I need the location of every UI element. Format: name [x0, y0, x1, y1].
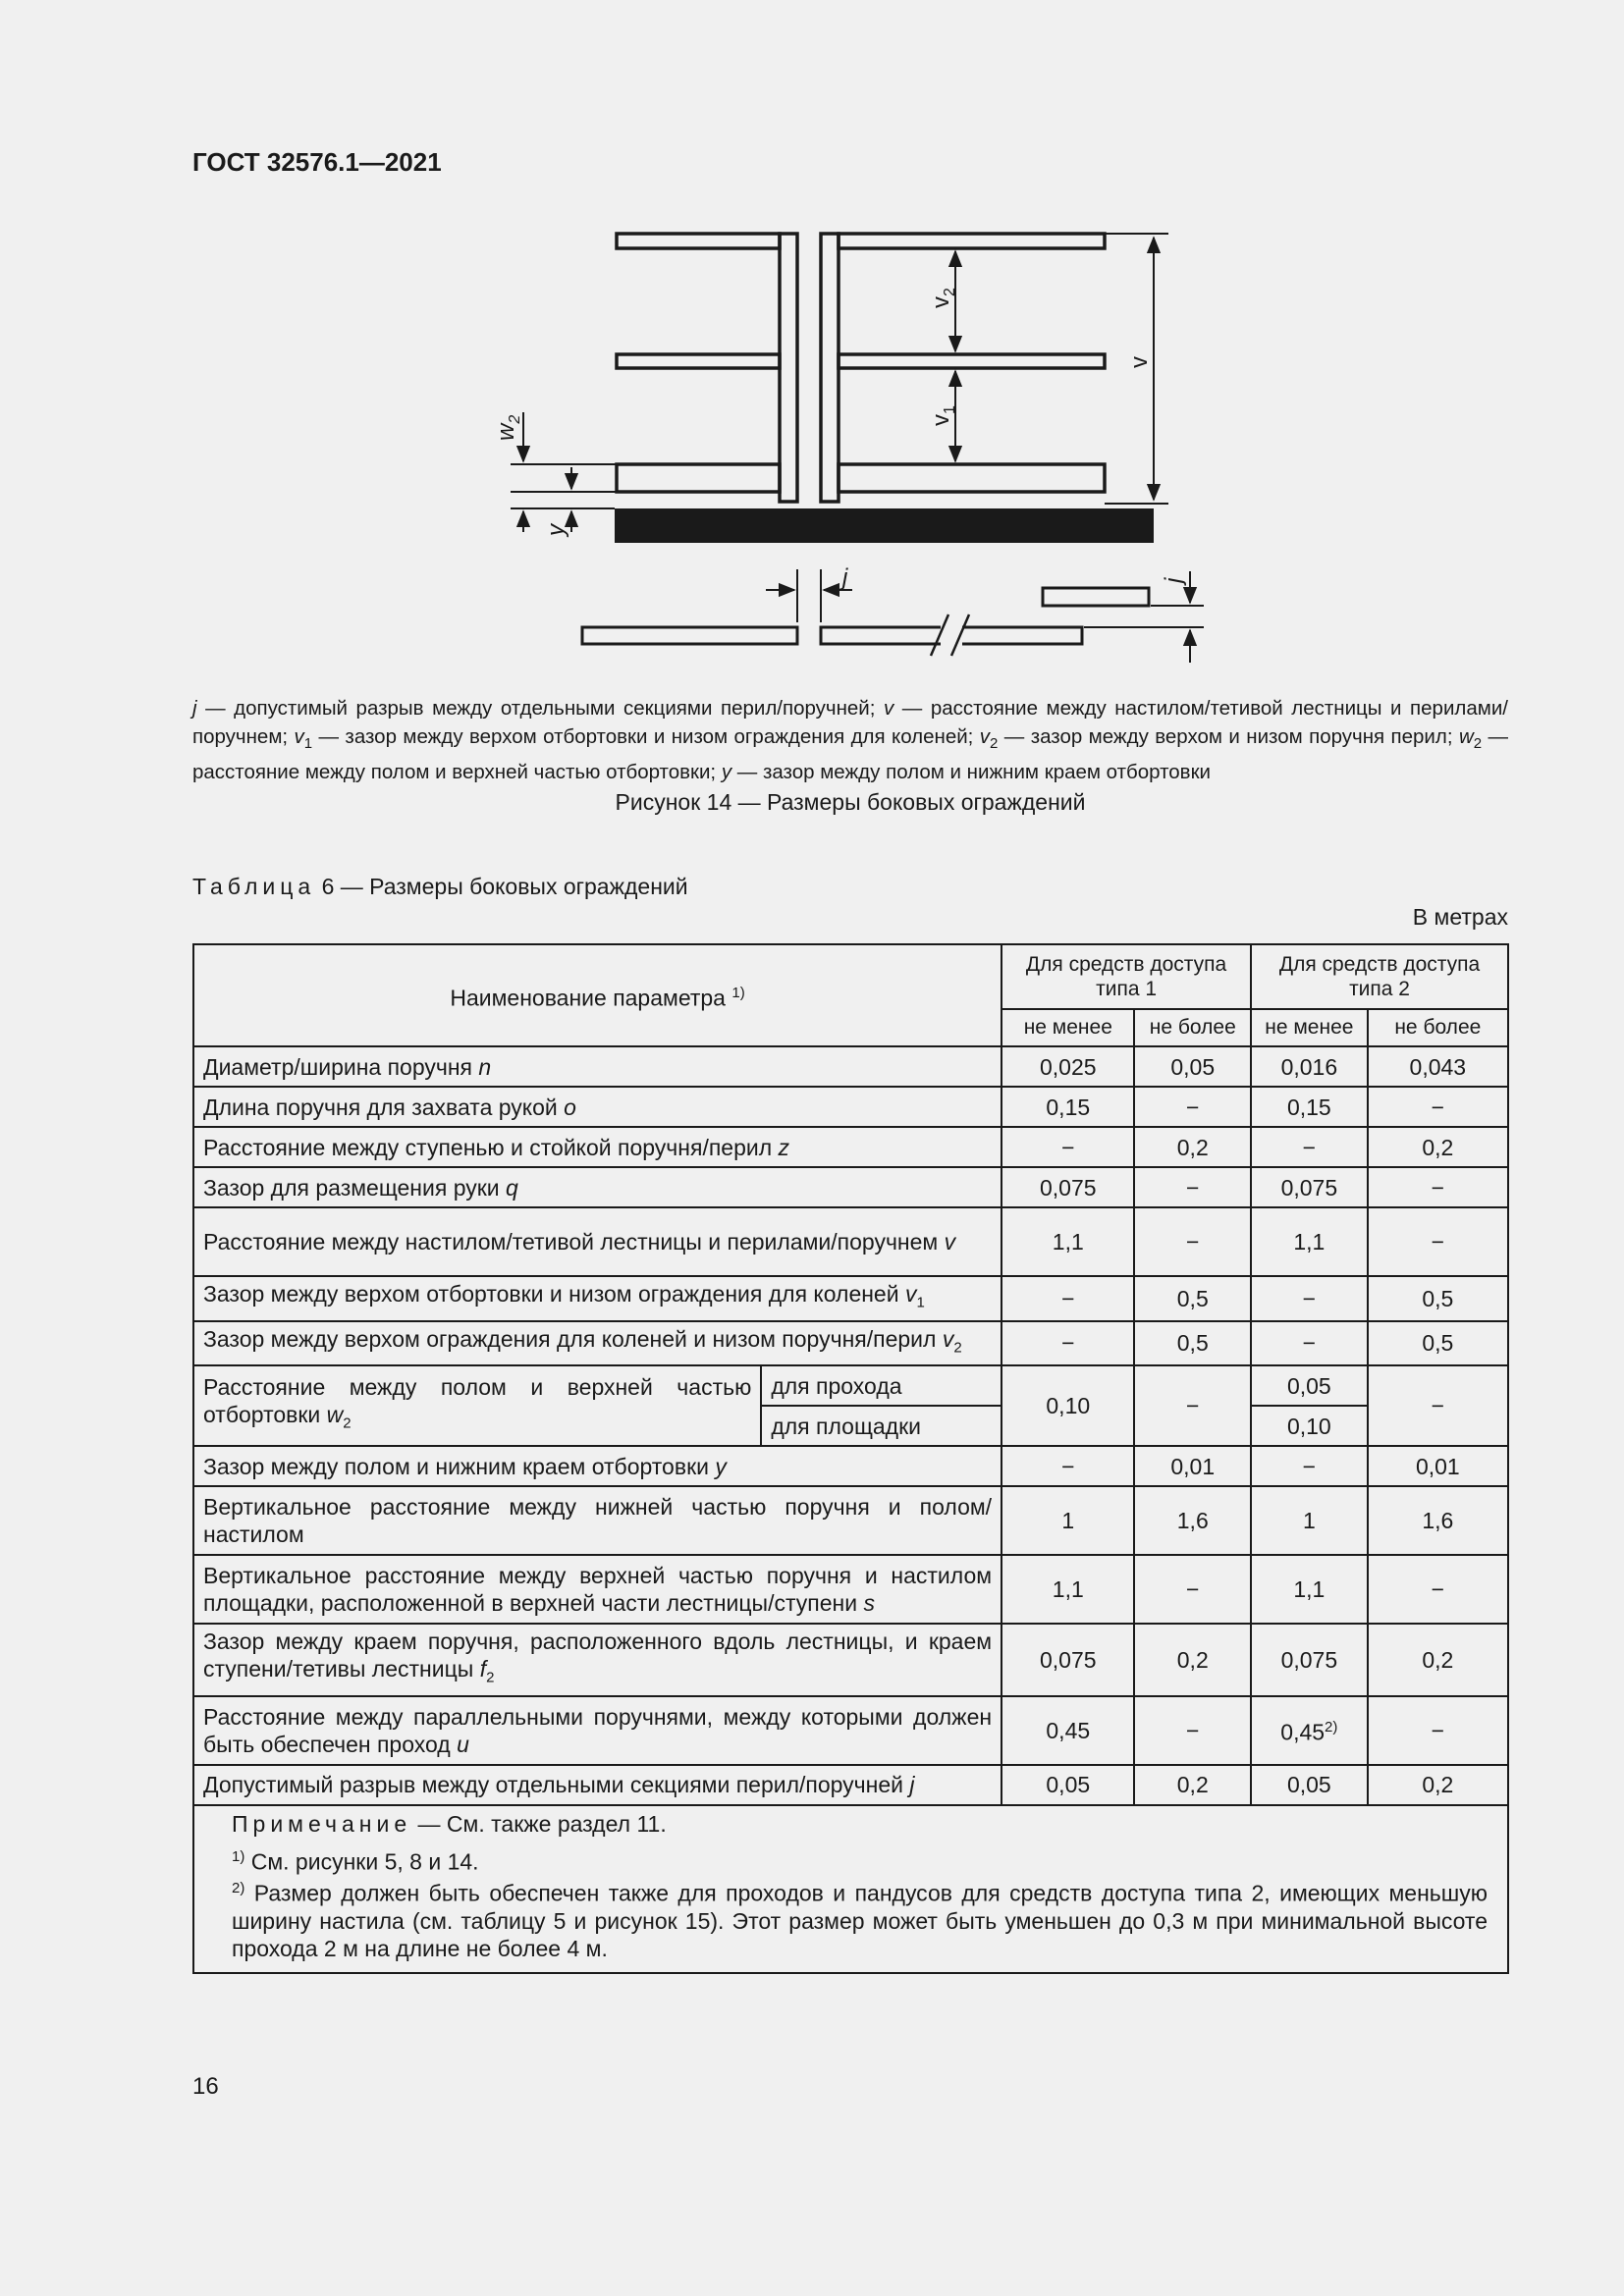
param-cell: Зазор между верхом отбортовки и низом ограждения для коленей $v_1$ — [193, 1276, 1001, 1321]
value-cell: 0,2 — [1134, 1765, 1251, 1805]
value-cell: 0,5 — [1368, 1276, 1508, 1321]
value-cell: 1,1 — [1001, 1207, 1134, 1276]
legend-text: — расстояние между настилом/тетивой лестницы и перилами/поручнем; — [192, 697, 1509, 748]
legend-symbol: j — [192, 697, 197, 720]
table-row — [193, 1046, 1508, 1087]
table-row — [193, 1486, 1508, 1555]
document-header: ГОСТ 32576.1—2021 — [192, 147, 442, 177]
value-cell: 0,05 — [1251, 1365, 1368, 1406]
value-cell: 0,043 — [1368, 1046, 1508, 1087]
table-row — [193, 1446, 1508, 1486]
param-cell: Зазор для размещения руки q — [193, 1167, 1001, 1207]
value-cell: − — [1251, 1127, 1368, 1167]
label-y: y — [543, 524, 569, 536]
legend-symbol: v — [884, 697, 894, 720]
legend-text: — зазор между верхом отбортовки и низом ограждения для коленей; — [312, 725, 980, 748]
top-rail-left — [617, 234, 780, 248]
param-cell: Расстояние между параллельными поручнями, между которыми должен быть обеспечен проход u — [193, 1696, 1001, 1765]
value-cell: 0,2 — [1134, 1624, 1251, 1696]
header-group-1: Для средств доступа типа 1 — [1001, 944, 1251, 1009]
value-cell: 0,05 — [1251, 1765, 1368, 1805]
value-cell: − — [1001, 1276, 1134, 1321]
value-cell: − — [1001, 1321, 1134, 1366]
value-cell: − — [1368, 1087, 1508, 1127]
value-cell: 0,15 — [1251, 1087, 1368, 1127]
table-note: Примечание — См. также раздел 11. $^{1)}$ См. рисунки 5, 8 и 14. $^{2)}$ Размер должен быть обеспечен также для проходов и пандусов для средств доступа типа 2, имеющих меньшую ширину настила (см. таблицу 5 и рисунок 15). Этот размер может быть уменьшен до 0,3 м при минимальной высоте прохода 2 м на длине не более 4 м. — [193, 1805, 1508, 1973]
sub-param-cell: для площадки — [761, 1406, 1001, 1446]
value-cell: 0,2 — [1368, 1765, 1508, 1805]
table-units: В метрах — [1412, 904, 1508, 930]
value-cell: − — [1368, 1365, 1508, 1446]
param-cell: Диаметр/ширина поручня n — [193, 1046, 1001, 1087]
knee-rail-right — [839, 354, 1105, 368]
legend-symbol: y — [721, 761, 732, 784]
table-note-row — [193, 1805, 1508, 1973]
value-cell: − — [1251, 1276, 1368, 1321]
label-j-right: j — [1161, 577, 1187, 583]
header-param: Наименование параметра $^{1)}$ — [193, 944, 1001, 1046]
floor-slab — [615, 508, 1154, 543]
value-cell: 0,016 — [1251, 1046, 1368, 1087]
param-cell: Расстояние между настилом/тетивой лестницы и перилами/поручнем v — [193, 1207, 1001, 1276]
value-cell: 0,15 — [1001, 1087, 1134, 1127]
value-cell: 1,1 — [1001, 1555, 1134, 1624]
plan-rail-offset — [1043, 588, 1149, 606]
value-cell: − — [1134, 1555, 1251, 1624]
param-cell: Зазор между краем поручня, расположенного вдоль лестницы, и краем ступени/тетивы лестницы $f_2$ — [193, 1624, 1001, 1696]
label-v2: $v_2$ — [928, 288, 958, 308]
figure-caption: Рисунок 14 — Размеры боковых ограждений — [615, 789, 1086, 815]
top-rail-right — [839, 234, 1105, 248]
value-cell: − — [1134, 1207, 1251, 1276]
page-number: 16 — [192, 2073, 219, 2100]
value-cell: 1,6 — [1368, 1486, 1508, 1555]
table-label: Таблица — [192, 874, 316, 899]
value-cell: 0,10 — [1001, 1365, 1134, 1446]
table-header-row-1 — [193, 944, 1508, 1009]
legend-symbol: w — [1458, 725, 1474, 748]
value-cell: 1,6 — [1134, 1486, 1251, 1555]
header-min-2: не менее — [1251, 1009, 1368, 1046]
table-caption — [192, 874, 688, 900]
value-cell: 0,5 — [1134, 1276, 1251, 1321]
table-row — [193, 1624, 1508, 1696]
value-cell: − — [1134, 1167, 1251, 1207]
value-cell: − — [1134, 1365, 1251, 1446]
value-cell: 0,2 — [1134, 1127, 1251, 1167]
label-v: v — [1126, 356, 1153, 368]
value-cell: 0,2 — [1368, 1127, 1508, 1167]
table-row — [193, 1696, 1508, 1765]
plan-rail-left — [582, 627, 797, 644]
figure-14-drawing — [491, 221, 1237, 663]
value-cell: 0,05 — [1001, 1765, 1134, 1805]
value-cell: − — [1134, 1087, 1251, 1127]
value-cell: − — [1368, 1207, 1508, 1276]
value-cell: 1 — [1001, 1486, 1134, 1555]
table-row — [193, 1207, 1508, 1276]
value-cell: − — [1368, 1555, 1508, 1624]
value-cell: − — [1251, 1321, 1368, 1366]
value-cell: 0,45 — [1001, 1696, 1134, 1765]
value-cell: 0,2 — [1368, 1624, 1508, 1696]
value-cell: 1,1 — [1251, 1207, 1368, 1276]
header-min-1: не менее — [1001, 1009, 1134, 1046]
table-6 — [192, 943, 1509, 1974]
value-cell: 1,1 — [1251, 1555, 1368, 1624]
value-cell: 0,5 — [1134, 1321, 1251, 1366]
knee-rail-left — [617, 354, 780, 368]
table-row — [193, 1167, 1508, 1207]
table-row — [193, 1321, 1508, 1366]
value-cell: 1 — [1251, 1486, 1368, 1555]
legend-text: — зазор между полом и нижним краем отбортовки — [731, 761, 1211, 784]
value-cell: − — [1001, 1127, 1134, 1167]
sub-param-cell: для прохода — [761, 1365, 1001, 1406]
value-cell: − — [1368, 1696, 1508, 1765]
value-cell: 0,5 — [1368, 1321, 1508, 1366]
label-w2: $w_2$ — [493, 414, 523, 441]
value-cell: 0,075 — [1251, 1167, 1368, 1207]
table-row — [193, 1765, 1508, 1805]
param-cell: Допустимый разрыв между отдельными секциями перил/поручней j — [193, 1765, 1001, 1805]
table-title: 6 — Размеры боковых ограждений — [315, 874, 688, 899]
value-cell: − — [1001, 1446, 1134, 1486]
table-row — [193, 1276, 1508, 1321]
table-row — [193, 1127, 1508, 1167]
table-row — [193, 1087, 1508, 1127]
param-cell: Расстояние между ступенью и стойкой поручня/перил z — [193, 1127, 1001, 1167]
param-cell: Вертикальное расстояние между верхней частью поручня и настилом площадки, расположенной в верхней части лестницы/ступени s — [193, 1555, 1001, 1624]
param-cell: Зазор между верхом ограждения для коленей и низом поручня/перил $v_2$ — [193, 1321, 1001, 1366]
value-cell: 0,025 — [1001, 1046, 1134, 1087]
header-max-1: не более — [1134, 1009, 1251, 1046]
label-v1: $v_1$ — [928, 405, 958, 426]
toeboard-right — [839, 464, 1105, 492]
legend-symbol: v — [979, 725, 991, 748]
value-cell: − — [1251, 1446, 1368, 1486]
param-cell: Расстояние между полом и верхней частью отбортовки $w_2$ — [193, 1365, 761, 1446]
param-cell: Зазор между полом и нижним краем отбортовки y — [193, 1446, 1001, 1486]
value-cell: 0,01 — [1368, 1446, 1508, 1486]
label-j-top: j — [842, 564, 848, 591]
param-cell: Вертикальное расстояние между нижней частью поручня и полом/настилом — [193, 1486, 1001, 1555]
value-cell: 0,075 — [1251, 1624, 1368, 1696]
value-cell: 0,075 — [1001, 1167, 1134, 1207]
header-max-2: не более — [1368, 1009, 1508, 1046]
value-cell: − — [1368, 1167, 1508, 1207]
value-cell: − — [1134, 1696, 1251, 1765]
left-post — [780, 234, 797, 502]
value-cell: 0,45$^{2)}$ — [1251, 1696, 1368, 1765]
table-row — [193, 1555, 1508, 1624]
value-cell: 0,05 — [1134, 1046, 1251, 1087]
value-cell: 0,10 — [1251, 1406, 1368, 1446]
legend-symbol: v — [294, 725, 304, 748]
figure-legend: j — допустимый разрыв между отдельными секциями перил/поручней; v — расстояние между настилом/тетивой лестницы и перилами/поручнем; $v_1$ — зазор между верхом отбортовки и низом ограждения для коленей; $v_2$ — зазор между верхом и низом поручня перил; $w_2$ — расстояние между полом и верхней частью отбортовки; y — зазор между полом и нижним краем отбортовки — [192, 697, 1509, 784]
value-cell: 0,075 — [1001, 1624, 1134, 1696]
table-row-split — [193, 1365, 1508, 1406]
toeboard-left — [617, 464, 780, 492]
legend-text: — расстояние между полом и верхней частью отбортовки; — [192, 725, 1509, 784]
legend-text: — зазор между верхом и низом поручня перил; — [998, 725, 1459, 748]
param-cell: Длина поручня для захвата рукой o — [193, 1087, 1001, 1127]
legend-text: — допустимый разрыв между отдельными секциями перил/поручней; — [196, 697, 885, 720]
value-cell: 0,01 — [1134, 1446, 1251, 1486]
header-group-2: Для средств доступа типа 2 — [1251, 944, 1508, 1009]
right-post — [821, 234, 839, 502]
